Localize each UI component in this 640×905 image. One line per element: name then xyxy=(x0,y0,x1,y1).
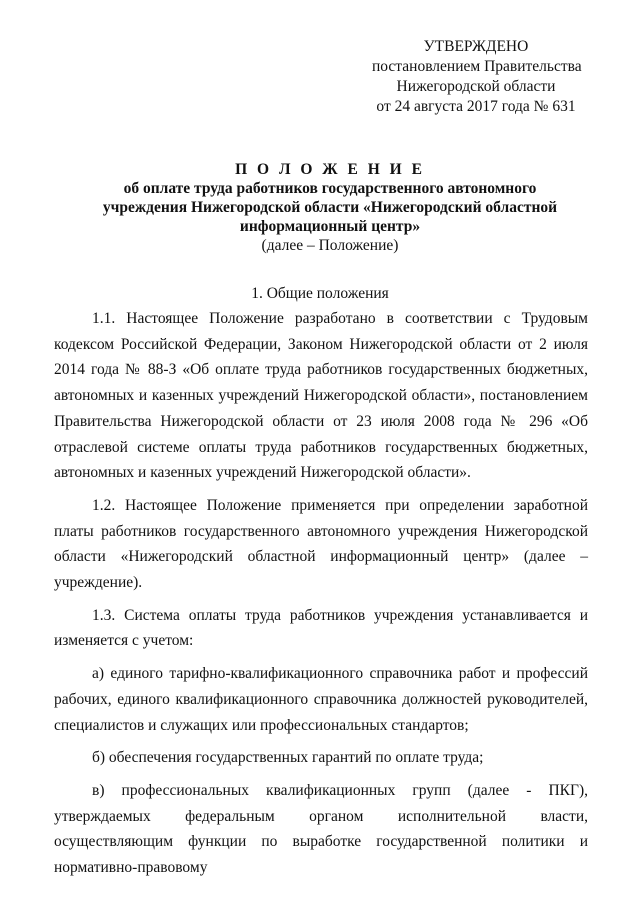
document-body xyxy=(54,306,588,888)
paragraph-1-3-b: б) обеспечения государственных гарантий по оплате труда; xyxy=(92,749,484,767)
paragraph-1-3-v: в) профессиональных квалификационных групп (далее - ПКГ), утверждаемых федеральным органом исполнительной власти, осуществляющим функции по выработке государственной политики и нормативно-правовому xyxy=(54,781,588,877)
approval-authority: постановлением Правительства xyxy=(372,58,582,75)
approval-title: УТВЕРЖДЕНО xyxy=(423,38,529,55)
section-title: 1. Общие положения xyxy=(251,285,389,302)
paragraph-1-3-a: а) единого тарифно-квалификационного справочника работ и профессий рабочих, единого квалификационного справочника должностей руководителей, специалистов и служащих или профессиональных стандартов; xyxy=(54,665,588,734)
approval-stamp xyxy=(372,37,580,117)
document-title: П О Л О Ж Е Н И Е xyxy=(235,161,425,178)
document-subtitle-line-1: об оплате труда работников государственного автономного xyxy=(123,180,537,197)
approval-date-number: от 24 августа 2017 года № 631 xyxy=(376,98,576,115)
document-subtitle-line-3: информационный центр» xyxy=(239,218,421,235)
paragraph-1-1: 1.1. Настоящее Положение разработано в соответствии с Трудовым кодексом Российской Федерации, Законом Нижегородской области от 2 июля 2014 года № 88-З «Об оплате труда работников государственных бюджетных, автономных и казенных учреждений Нижегородской области», постановлением Правительства Нижегородской области от 23 июля 2008 года № 296 «Об отраслевой системе оплаты труда работников государственных бюджетных, автономных и казенных учреждений Нижегородской области». xyxy=(54,310,588,482)
document-subtitle-line-2: учреждения Нижегородской области «Нижегородский областной xyxy=(102,199,558,216)
paragraph-1-2: 1.2. Настоящее Положение применяется при определении заработной платы работников государственного автономного учреждения Нижегородской области «Нижегородский областной информационный центр» (далее – учреждение). xyxy=(54,496,588,592)
approval-region: Нижегородской области xyxy=(396,78,556,95)
document-heading xyxy=(60,160,600,255)
paragraph-1-3: 1.3. Система оплаты труда работников учреждения устанавливается и изменяется с учетом: xyxy=(54,606,588,650)
document-short-name-note: (далее – Положение) xyxy=(261,237,399,254)
